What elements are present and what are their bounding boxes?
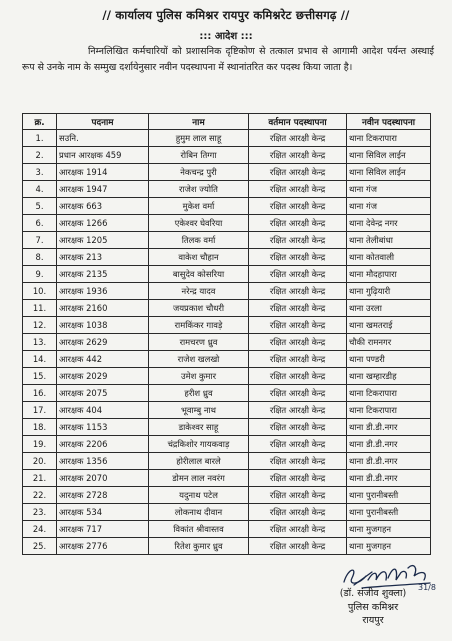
row-designation: आरक्षक 2160	[57, 300, 149, 317]
row-new-posting: थाना गंज	[347, 198, 431, 215]
table-row	[23, 283, 431, 300]
table-row	[23, 198, 431, 215]
row-name: रोबिन तिग्गा	[149, 147, 249, 164]
row-designation: आरक्षक 2135	[57, 266, 149, 283]
row-serial: 1.	[23, 130, 57, 147]
table-row	[23, 130, 431, 147]
row-current-posting: रक्षित आरक्षी केन्द्र	[249, 538, 347, 555]
row-designation: आरक्षक 2776	[57, 538, 149, 555]
row-designation: आरक्षक 1205	[57, 232, 149, 249]
row-name: हुमुम लाल साहू	[149, 130, 249, 147]
table-row	[23, 232, 431, 249]
row-serial: 16.	[23, 385, 57, 402]
row-name: रामचरण ध्रुव	[149, 334, 249, 351]
row-current-posting: रक्षित आरक्षी केन्द्र	[249, 283, 347, 300]
row-new-posting: थाना तेलीबांधा	[347, 232, 431, 249]
row-new-posting: थाना पुरानीबस्ती	[347, 504, 431, 521]
row-serial: 7.	[23, 232, 57, 249]
row-new-posting: थाना खम्हारडीह	[347, 368, 431, 385]
order-paragraph: निम्नलिखित कर्मचारियों को प्रशासनिक दृष्टिकोण से तत्काल प्रभाव से आगामी आदेश पर्यन्त अस्थाई रूप से उनके नाम के सम्मुख दर्शायेनुसार नवीन पदस्थापना में स्थानांतरित कर पदस्थ किया जाता है।	[22, 46, 434, 73]
office-title: // कार्यालय पुलिस कमिश्नर रायपुर कमिश्नरेट छत्तीसगढ़ //	[102, 8, 350, 22]
row-name: नरेन्द्र यादव	[149, 283, 249, 300]
row-new-posting: थाना खमतराई	[347, 317, 431, 334]
table-row	[23, 521, 431, 538]
row-designation: आरक्षक 442	[57, 351, 149, 368]
signatory-designation: पुलिस कमिश्नर	[347, 601, 399, 613]
col-current-posting: वर्तमान पदस्थापना	[249, 114, 347, 130]
row-new-posting: थाना डी.डी.नगर	[347, 453, 431, 470]
row-serial: 3.	[23, 164, 57, 181]
row-designation: आरक्षक 2206	[57, 436, 149, 453]
row-new-posting: थाना देवेन्द्र नगर	[347, 215, 431, 232]
row-current-posting: रक्षित आरक्षी केन्द्र	[249, 419, 347, 436]
row-designation: आरक्षक 2629	[57, 334, 149, 351]
row-new-posting: थाना टिकरापारा	[347, 130, 431, 147]
row-current-posting: रक्षित आरक्षी केन्द्र	[249, 470, 347, 487]
row-serial: 13.	[23, 334, 57, 351]
row-serial: 25.	[23, 538, 57, 555]
table-body	[23, 130, 431, 555]
row-current-posting: रक्षित आरक्षी केन्द्र	[249, 453, 347, 470]
row-name: विकांत श्रीवास्तव	[149, 521, 249, 538]
row-current-posting: रक्षित आरक्षी केन्द्र	[249, 368, 347, 385]
table-row	[23, 249, 431, 266]
row-name: एकेश्वर घेवरिया	[149, 215, 249, 232]
row-serial: 18.	[23, 419, 57, 436]
row-serial: 12.	[23, 317, 57, 334]
row-current-posting: रक्षित आरक्षी केन्द्र	[249, 504, 347, 521]
row-new-posting: थाना पुरानीबस्ती	[347, 487, 431, 504]
table-row	[23, 351, 431, 368]
row-new-posting: थाना पण्डरी	[347, 351, 431, 368]
row-name: राजेश ज्योति	[149, 181, 249, 198]
row-serial: 11.	[23, 300, 57, 317]
signatory-city: रायपुर	[362, 615, 384, 626]
transfer-table	[22, 113, 431, 555]
row-serial: 4.	[23, 181, 57, 198]
col-designation: पदनाम	[57, 114, 149, 130]
row-name: रामकिंकर गावड़े	[149, 317, 249, 334]
row-current-posting: रक्षित आरक्षी केन्द्र	[249, 232, 347, 249]
row-new-posting: थाना गंज	[347, 181, 431, 198]
table-row	[23, 419, 431, 436]
row-current-posting: रक्षित आरक्षी केन्द्र	[249, 487, 347, 504]
row-serial: 19.	[23, 436, 57, 453]
row-current-posting: रक्षित आरक्षी केन्द्र	[249, 300, 347, 317]
table-row	[23, 487, 431, 504]
row-name: मुकेश वर्मा	[149, 198, 249, 215]
row-serial: 9.	[23, 266, 57, 283]
row-serial: 15.	[23, 368, 57, 385]
row-serial: 24.	[23, 521, 57, 538]
table-row	[23, 402, 431, 419]
col-name: नाम	[149, 114, 249, 130]
row-name: वाकेश चौहान	[149, 249, 249, 266]
signature-date: 31/8	[418, 583, 436, 592]
row-designation: आरक्षक 2070	[57, 470, 149, 487]
row-new-posting: थाना डी.डी.नगर	[347, 470, 431, 487]
row-name: भूवाम्बु नाथ	[149, 402, 249, 419]
table-row	[23, 300, 431, 317]
row-name: रितेश कुमार ध्रुव	[149, 538, 249, 555]
row-designation: आरक्षक 2728	[57, 487, 149, 504]
row-current-posting: रक्षित आरक्षी केन्द्र	[249, 334, 347, 351]
row-designation: आरक्षक 717	[57, 521, 149, 538]
row-new-posting: थाना मुजगहन	[347, 521, 431, 538]
row-current-posting: रक्षित आरक्षी केन्द्र	[249, 215, 347, 232]
row-serial: 22.	[23, 487, 57, 504]
row-serial: 23.	[23, 504, 57, 521]
row-serial: 8.	[23, 249, 57, 266]
row-current-posting: रक्षित आरक्षी केन्द्र	[249, 351, 347, 368]
row-serial: 2.	[23, 147, 57, 164]
row-current-posting: रक्षित आरक्षी केन्द्र	[249, 198, 347, 215]
row-serial: 14.	[23, 351, 57, 368]
row-serial: 20.	[23, 453, 57, 470]
row-current-posting: रक्षित आरक्षी केन्द्र	[249, 385, 347, 402]
signature-block	[318, 587, 428, 628]
row-current-posting: रक्षित आरक्षी केन्द्र	[249, 436, 347, 453]
row-designation: आरक्षक 1914	[57, 164, 149, 181]
row-name: डोमन लाल नवरंग	[149, 470, 249, 487]
row-name: उमेश कुमार	[149, 368, 249, 385]
row-current-posting: रक्षित आरक्षी केन्द्र	[249, 521, 347, 538]
row-new-posting: थाना टिकरापारा	[347, 402, 431, 419]
table-row	[23, 147, 431, 164]
row-new-posting: थाना सिविल लाईन	[347, 164, 431, 181]
row-designation: आरक्षक 1947	[57, 181, 149, 198]
row-designation: आरक्षक 213	[57, 249, 149, 266]
col-serial: क्र.	[23, 114, 57, 130]
row-name: राजेश खलखो	[149, 351, 249, 368]
row-serial: 10.	[23, 283, 57, 300]
row-current-posting: रक्षित आरक्षी केन्द्र	[249, 147, 347, 164]
row-new-posting: थाना गुढ़ियारी	[347, 283, 431, 300]
table-header-row	[23, 114, 431, 130]
row-designation: आरक्षक 534	[57, 504, 149, 521]
row-name: नेकचन्द्र पुरी	[149, 164, 249, 181]
row-name: होरीलाल बारले	[149, 453, 249, 470]
row-designation: आरक्षक 1153	[57, 419, 149, 436]
col-new-posting: नवीन पदस्थापना	[347, 114, 431, 130]
row-designation: सउनि.	[57, 130, 149, 147]
row-name: यदुनाथ पटेल	[149, 487, 249, 504]
row-name: बासुदेव कोसरिया	[149, 266, 249, 283]
table-row	[23, 453, 431, 470]
row-new-posting: थाना मौदहापारा	[347, 266, 431, 283]
row-current-posting: रक्षित आरक्षी केन्द्र	[249, 181, 347, 198]
row-new-posting: थाना डी.डी.नगर	[347, 436, 431, 453]
table-row	[23, 538, 431, 555]
row-serial: 17.	[23, 402, 57, 419]
order-heading: ::: आदेश :::	[199, 31, 253, 42]
row-designation: प्रधान आरक्षक 459	[57, 147, 149, 164]
row-designation: आरक्षक 1356	[57, 453, 149, 470]
row-current-posting: रक्षित आरक्षी केन्द्र	[249, 130, 347, 147]
table-row	[23, 368, 431, 385]
row-designation: आरक्षक 1038	[57, 317, 149, 334]
row-serial: 5.	[23, 198, 57, 215]
row-name: लोकनाथ दीवान	[149, 504, 249, 521]
row-current-posting: रक्षित आरक्षी केन्द्र	[249, 266, 347, 283]
row-designation: आरक्षक 2075	[57, 385, 149, 402]
table-row	[23, 164, 431, 181]
table-row	[23, 317, 431, 334]
table-row	[23, 504, 431, 521]
row-current-posting: रक्षित आरक्षी केन्द्र	[249, 164, 347, 181]
row-designation: आरक्षक 2029	[57, 368, 149, 385]
row-new-posting: थाना मुजगहन	[347, 538, 431, 555]
table-row	[23, 181, 431, 198]
row-new-posting: थाना टिकरापारा	[347, 385, 431, 402]
row-current-posting: रक्षित आरक्षी केन्द्र	[249, 402, 347, 419]
row-new-posting: थाना उरला	[347, 300, 431, 317]
table-row	[23, 385, 431, 402]
signatory-name: (डॉ. संजीव शुक्ला)	[339, 588, 407, 599]
table-row	[23, 266, 431, 283]
row-new-posting: थाना सिविल लाईन	[347, 147, 431, 164]
row-name: डाकेश्वर साहू	[149, 419, 249, 436]
table-row	[23, 436, 431, 453]
row-name: जयप्रकाश चौधरी	[149, 300, 249, 317]
row-name: तिलक वर्मा	[149, 232, 249, 249]
row-name: हरीश ध्रुव	[149, 385, 249, 402]
row-new-posting: थाना कोतवाली	[347, 249, 431, 266]
row-current-posting: रक्षित आरक्षी केन्द्र	[249, 317, 347, 334]
row-serial: 21.	[23, 470, 57, 487]
row-designation: आरक्षक 1936	[57, 283, 149, 300]
row-name: चंद्रकिशोर गायकवाड़	[149, 436, 249, 453]
row-designation: आरक्षक 1266	[57, 215, 149, 232]
row-designation: आरक्षक 404	[57, 402, 149, 419]
row-new-posting: चौकी रामनगर	[347, 334, 431, 351]
table-row	[23, 334, 431, 351]
row-new-posting: थाना डी.डी.नगर	[347, 419, 431, 436]
row-current-posting: रक्षित आरक्षी केन्द्र	[249, 249, 347, 266]
row-designation: आरक्षक 663	[57, 198, 149, 215]
row-serial: 6.	[23, 215, 57, 232]
table-row	[23, 470, 431, 487]
table-row	[23, 215, 431, 232]
